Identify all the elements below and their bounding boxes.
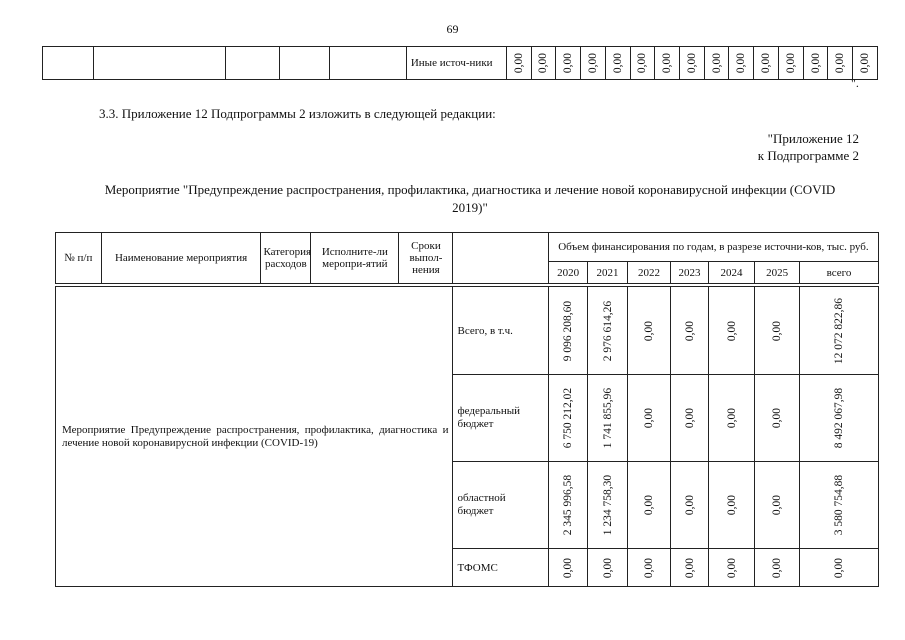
value-cell <box>708 549 755 587</box>
value-cell <box>800 462 879 549</box>
closing-quote: ". <box>851 76 859 90</box>
value-cell <box>605 47 630 80</box>
value-cell <box>778 47 803 80</box>
measure-caption: Мероприятие "Предупреждение распространения, профилактика, диагностика и лечение новой коронавирусной инфекции (COVID 2019)" <box>104 182 836 215</box>
source-label: федеральный бюджет <box>453 375 548 462</box>
value-cell <box>556 47 581 80</box>
value-cell <box>627 549 671 587</box>
empty-cell <box>43 47 94 80</box>
value-cell <box>803 47 828 80</box>
value-cell <box>800 375 879 462</box>
empty-cell <box>226 47 280 80</box>
value-text: 0,00 <box>643 494 656 516</box>
value-text: 0,00 <box>683 320 696 341</box>
value-cell <box>828 47 853 80</box>
value-cell <box>671 375 708 462</box>
value-cell <box>708 375 755 462</box>
value-cell <box>679 47 704 80</box>
value-cell <box>548 549 587 587</box>
source-label: областной бюджет <box>453 462 548 549</box>
value-text: 0,00 <box>537 52 550 74</box>
value-text: 0,00 <box>562 52 575 74</box>
value-text: 0,00 <box>859 52 872 74</box>
value-text: 0,00 <box>512 52 525 74</box>
empty-cell <box>280 47 329 80</box>
value-text: 0,00 <box>643 557 656 578</box>
value-text: 0,00 <box>586 52 599 74</box>
value-cell <box>588 462 627 549</box>
value-text: 1 741 855,96 <box>601 387 614 449</box>
table-row <box>56 287 879 375</box>
value-text: 0,00 <box>562 557 575 578</box>
value-text: 8 492 067,98 <box>833 387 846 449</box>
section-text: 3.3. Приложение 12 Подпрограммы 2 изложить в следующей редакции: <box>99 106 496 121</box>
value-text: 0,00 <box>643 407 656 429</box>
value-text: 6 750 212,02 <box>562 387 575 449</box>
header-source <box>453 233 548 284</box>
value-cell <box>708 287 755 375</box>
funding-table-body <box>55 286 879 587</box>
value-text: 0,00 <box>771 494 784 516</box>
funding-table <box>55 232 879 284</box>
empty-cell <box>93 47 226 80</box>
appendix-subtitle: к Подпрограмме 2 <box>757 148 859 163</box>
value-text: 0,00 <box>725 557 738 578</box>
value-text: 0,00 <box>683 494 696 516</box>
header-year: 2021 <box>588 262 627 284</box>
header-terms: Сроки выпол-нения <box>399 233 453 284</box>
header-row <box>56 233 879 262</box>
header-year: 2023 <box>671 262 708 284</box>
value-cell <box>708 462 755 549</box>
value-cell <box>800 287 879 375</box>
value-text: 2 345 996,58 <box>562 474 575 536</box>
value-text: 0,00 <box>771 407 784 429</box>
header-year: 2022 <box>627 262 671 284</box>
measure-name: Мероприятие Предупреждение распространения, профилактика, диагностика и лечение новой коронавирусной инфекции (COVID-19) <box>56 287 453 587</box>
value-text: 0,00 <box>809 52 822 74</box>
value-cell <box>627 375 671 462</box>
header-funding: Объем финансирования по годам, в разрезе источни-ков, тыс. руб. <box>548 233 878 262</box>
value-cell <box>671 549 708 587</box>
page-number: 69 <box>446 22 459 36</box>
value-cell <box>655 47 680 80</box>
value-cell <box>548 287 587 375</box>
value-text: 0,00 <box>683 557 696 578</box>
value-cell <box>704 47 729 80</box>
value-text: 0,00 <box>601 557 614 578</box>
appendix-title: "Приложение 12 <box>767 131 859 146</box>
table-row <box>43 47 878 80</box>
value-cell <box>548 462 587 549</box>
value-cell <box>755 549 800 587</box>
value-text: 12 072 822,86 <box>833 297 846 364</box>
value-cell <box>627 287 671 375</box>
value-text: 1 234 758,30 <box>601 474 614 536</box>
value-cell <box>671 287 708 375</box>
header-year: 2020 <box>548 262 587 284</box>
value-cell <box>588 287 627 375</box>
empty-cell <box>329 47 406 80</box>
header-year: 2025 <box>755 262 800 284</box>
value-text: 0,00 <box>725 494 738 516</box>
value-cell <box>671 462 708 549</box>
value-cell <box>630 47 655 80</box>
value-text: 3 580 754,88 <box>833 474 846 536</box>
value-cell <box>531 47 556 80</box>
value-text: 0,00 <box>710 52 723 74</box>
value-text: 0,00 <box>725 320 738 341</box>
value-cell <box>755 375 800 462</box>
value-text: 0,00 <box>771 320 784 341</box>
source-label: Всего, в т.ч. <box>453 287 548 375</box>
header-total: всего <box>799 262 878 284</box>
header-category: Категория расходов <box>261 233 311 284</box>
header-executors: Исполните-ли меропри-ятий <box>311 233 399 284</box>
value-text: 0,00 <box>683 407 696 429</box>
value-cell <box>581 47 606 80</box>
value-text: 0,00 <box>643 320 656 341</box>
value-cell <box>729 47 754 80</box>
value-text: 0,00 <box>771 557 784 578</box>
continuation-table <box>42 46 878 80</box>
value-cell <box>754 47 779 80</box>
value-cell <box>755 462 800 549</box>
value-cell <box>627 462 671 549</box>
header-name: Наименование мероприятия <box>101 233 261 284</box>
value-text: 2 976 614,26 <box>601 300 614 361</box>
value-text: 0,00 <box>834 52 847 74</box>
value-cell <box>800 549 879 587</box>
value-text: 9 096 208,60 <box>562 300 575 361</box>
value-text: 0,00 <box>833 557 846 578</box>
value-cell <box>853 47 878 80</box>
value-cell <box>548 375 587 462</box>
value-text: 0,00 <box>685 52 698 74</box>
value-cell <box>506 47 531 80</box>
value-text: 0,00 <box>636 52 649 74</box>
header-year: 2024 <box>708 262 755 284</box>
value-cell <box>588 375 627 462</box>
header-num: № п/п <box>56 233 102 284</box>
value-text: 0,00 <box>735 52 748 74</box>
value-cell <box>755 287 800 375</box>
value-text: 0,00 <box>661 52 674 74</box>
value-cell <box>588 549 627 587</box>
value-text: 0,00 <box>611 52 624 74</box>
value-text: 0,00 <box>725 407 738 429</box>
value-text: 0,00 <box>760 52 773 74</box>
source-label: ТФОМС <box>453 549 548 587</box>
source-label: Иные источ-ники <box>406 47 506 80</box>
value-text: 0,00 <box>784 52 797 74</box>
